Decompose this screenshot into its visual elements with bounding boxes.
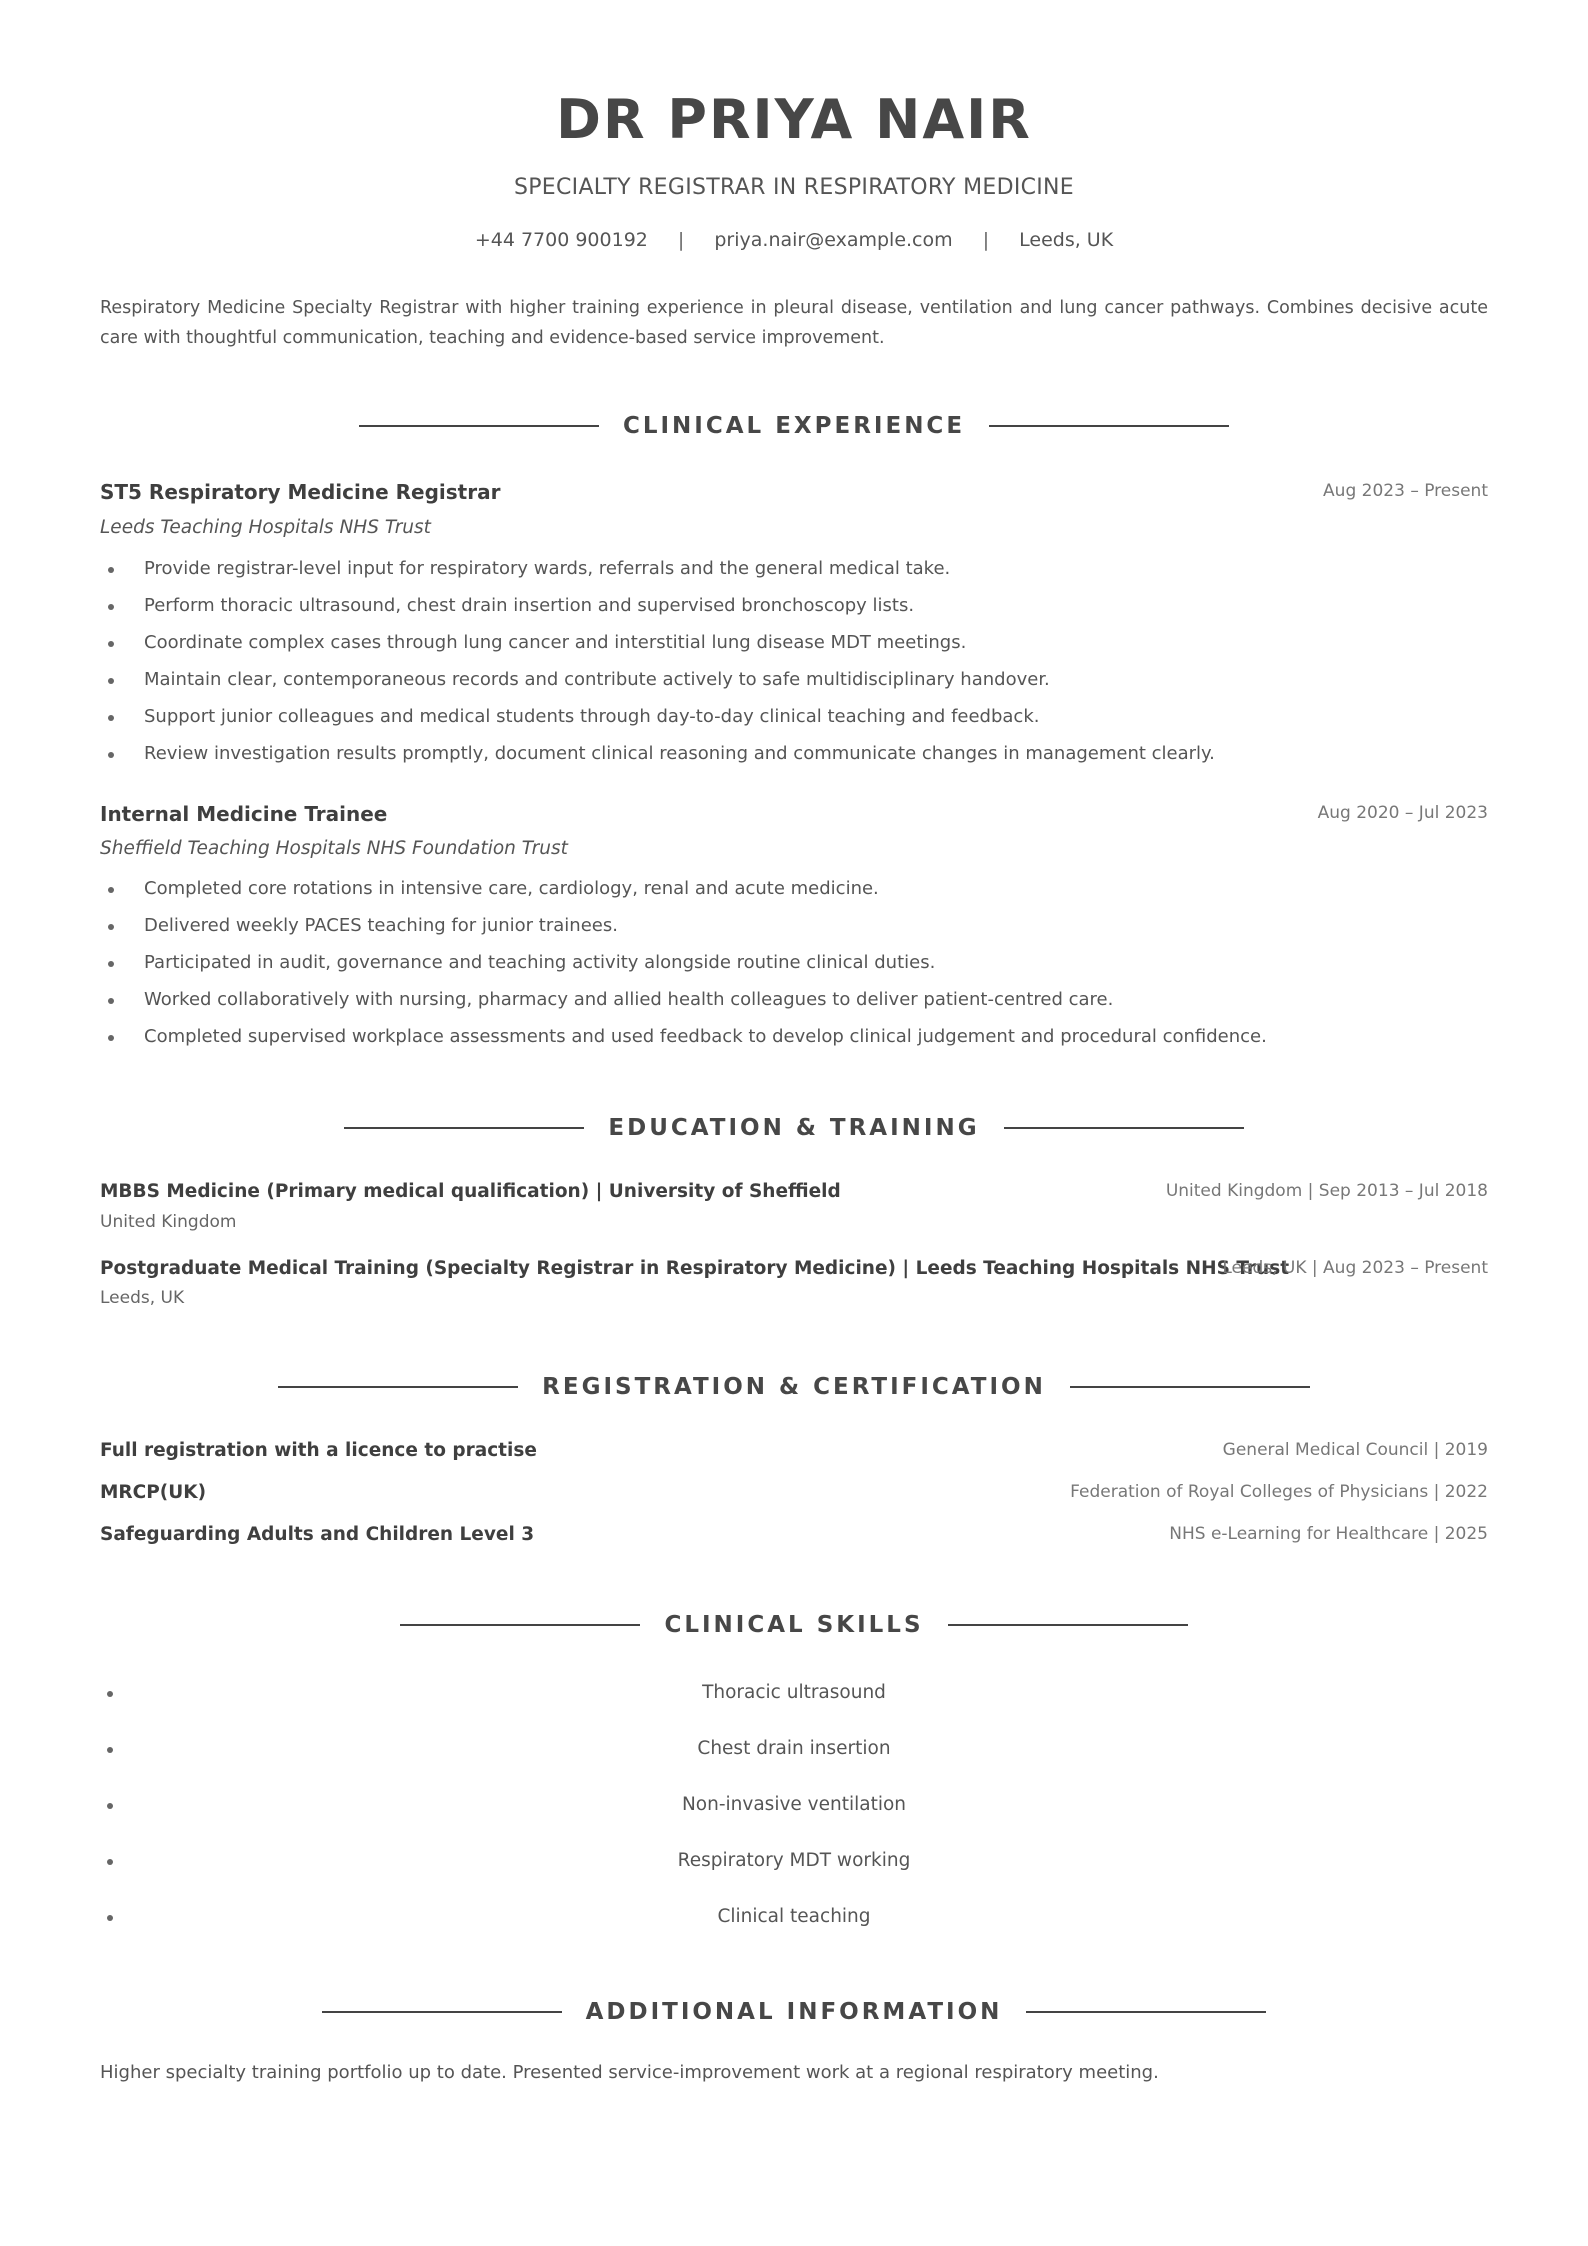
- skill-item: Non-invasive ventilation: [100, 1790, 1488, 1846]
- list-item: Delivered weekly PACES teaching for junior trainees.: [100, 911, 1488, 948]
- contact-location: Leeds, UK: [1019, 229, 1114, 251]
- list-item: Completed supervised workplace assessments and used feedback to develop clinical judgement and procedural confidence.: [100, 1022, 1488, 1059]
- heading-rule: [400, 1624, 640, 1626]
- contact-line: [100, 229, 1488, 251]
- education-location-dates: United Kingdom | Sep 2013 – Jul 2018: [1165, 1181, 1488, 1201]
- certification-name: Full registration with a licence to practise: [100, 1440, 537, 1461]
- list-item: Worked collaboratively with nursing, pharmacy and allied health colleagues to deliver patient-centred care.: [100, 985, 1488, 1022]
- list-item: Provide registrar-level input for respiratory wards, referrals and the general medical take.: [100, 554, 1488, 591]
- list-item: Participated in audit, governance and teaching activity alongside routine clinical duties.: [100, 948, 1488, 985]
- section-heading-label: CLINICAL EXPERIENCE: [622, 413, 966, 439]
- certification-issuer: General Medical Council | 2019: [1222, 1440, 1488, 1460]
- resume-page: [100, 0, 1488, 2246]
- education-location-dates: Leeds, UK | Aug 2023 – Present: [1222, 1258, 1488, 1278]
- certification-issuer: NHS e-Learning for Healthcare | 2025: [1169, 1524, 1488, 1544]
- job-bullets: [100, 554, 1488, 776]
- job-employer: Leeds Teaching Hospitals NHS Trust: [100, 517, 431, 538]
- list-item: Coordinate complex cases through lung cancer and interstitial lung disease MDT meetings.: [100, 628, 1488, 665]
- job-dates: Aug 2023 – Present: [1323, 481, 1488, 501]
- heading-rule: [948, 1624, 1188, 1626]
- section-heading-registration: [100, 1369, 1488, 1405]
- skill-item: Clinical teaching: [100, 1902, 1488, 1958]
- heading-rule: [1004, 1127, 1244, 1129]
- section-heading-education: [100, 1110, 1488, 1146]
- contact-email: priya.nair@example.com: [714, 229, 953, 251]
- job-dates: Aug 2020 – Jul 2023: [1317, 803, 1488, 823]
- skill-item: Thoracic ultrasound: [100, 1678, 1488, 1734]
- job-employer: Sheffield Teaching Hospitals NHS Foundation Trust: [100, 838, 568, 859]
- section-heading-label: CLINICAL SKILLS: [664, 1612, 924, 1638]
- section-heading-label: ADDITIONAL INFORMATION: [585, 1999, 1003, 2025]
- section-heading-experience: [100, 408, 1488, 444]
- heading-rule: [1026, 2011, 1266, 2013]
- heading-rule: [1070, 1386, 1310, 1388]
- heading-rule: [322, 2011, 562, 2013]
- education-title: Postgraduate Medical Training (Specialty Registrar in Respiratory Medicine) | Leeds Teaching Hospitals NHS Trust: [100, 1258, 1290, 1279]
- section-heading-label: EDUCATION & TRAINING: [608, 1115, 980, 1141]
- contact-separator: |: [982, 229, 990, 251]
- additional-information: Higher specialty training portfolio up to date. Presented service-improvement work at a regional respiratory meeting.: [100, 2062, 1159, 2083]
- job-title: ST5 Respiratory Medicine Registrar: [100, 480, 501, 504]
- list-item: Review investigation results promptly, document clinical reasoning and communicate changes in management clearly.: [100, 739, 1488, 776]
- job-title: Internal Medicine Trainee: [100, 802, 388, 826]
- list-item: Completed core rotations in intensive care, cardiology, renal and acute medicine.: [100, 874, 1488, 911]
- heading-rule: [359, 425, 599, 427]
- list-item: Perform thoracic ultrasound, chest drain insertion and supervised bronchoscopy lists.: [100, 591, 1488, 628]
- education-location: Leeds, UK: [100, 1288, 185, 1308]
- list-item: Support junior colleagues and medical students through day-to-day clinical teaching and feedback.: [100, 702, 1488, 739]
- certification-issuer: Federation of Royal Colleges of Physicians | 2022: [1070, 1482, 1488, 1502]
- heading-rule: [278, 1386, 518, 1388]
- profile-summary: Respiratory Medicine Specialty Registrar with higher training experience in pleural disease, ventilation and lung cancer pathways. Combines decisive acute care with thoughtful communication, teaching and evidence-based service improvement.: [100, 298, 1488, 348]
- section-heading-label: REGISTRATION & CERTIFICATION: [542, 1374, 1046, 1400]
- education-title: MBBS Medicine (Primary medical qualification) | University of Sheffield: [100, 1181, 841, 1202]
- heading-rule: [989, 425, 1229, 427]
- skills-list: [100, 1678, 1488, 1958]
- contact-phone: +44 7700 900192: [474, 229, 648, 251]
- skill-item: Chest drain insertion: [100, 1734, 1488, 1790]
- certification-name: Safeguarding Adults and Children Level 3: [100, 1524, 535, 1545]
- candidate-title: SPECIALTY REGISTRAR IN RESPIRATORY MEDICINE: [513, 175, 1075, 200]
- certification-name: MRCP(UK): [100, 1482, 207, 1503]
- section-heading-additional: [100, 1994, 1488, 2030]
- skill-item: Respiratory MDT working: [100, 1846, 1488, 1902]
- section-heading-skills: [100, 1607, 1488, 1643]
- job-bullets: [100, 874, 1488, 1059]
- candidate-name: DR PRIYA NAIR: [556, 88, 1032, 151]
- list-item: Maintain clear, contemporaneous records and contribute actively to safe multidisciplinary handover.: [100, 665, 1488, 702]
- education-location: United Kingdom: [100, 1212, 237, 1232]
- heading-rule: [344, 1127, 584, 1129]
- contact-separator: |: [677, 229, 685, 251]
